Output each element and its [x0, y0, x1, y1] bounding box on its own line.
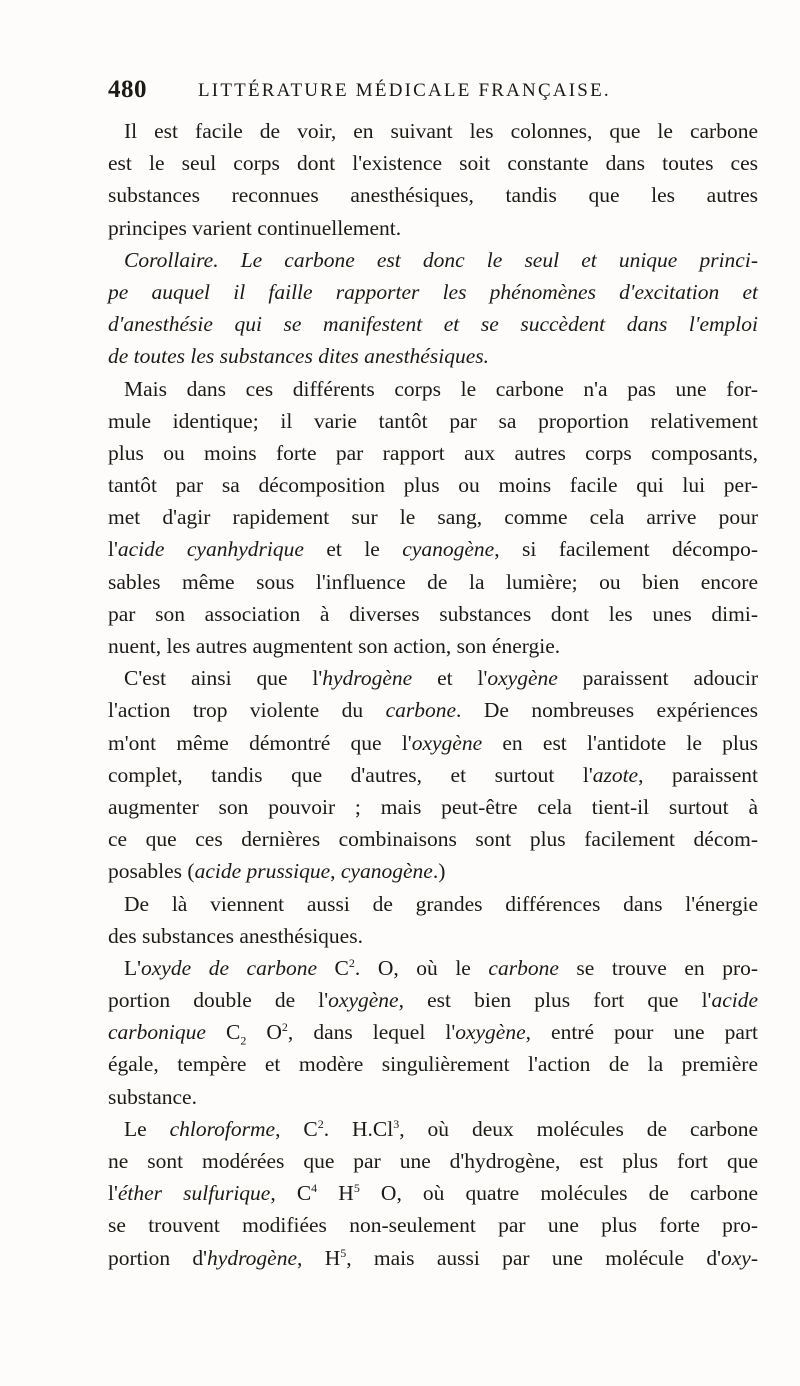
text-line: m'ont même démontré que l'oxygène en est l'antidote le plus — [108, 730, 758, 755]
text-line: principes varient continuellement. — [108, 215, 402, 240]
text-line: C'est ainsi que l'hydrogène et l'oxygène paraissent adoucir — [124, 666, 758, 691]
text-line: met d'agir rapidement sur le sang, comme cela arrive pour — [108, 505, 758, 530]
text-line: carbonique $C_2$ $O^2$, dans lequel l'oxygène, entré pour une part — [108, 1020, 759, 1048]
text-line: se trouvent modifiées non-seulement par une plus forte pro- — [108, 1213, 758, 1238]
text-line: ne sont modérées que par une d'hydrogène, est plus fort que — [108, 1149, 758, 1173]
text-line: plus ou moins forte par rapport aux autres corps composants, — [108, 440, 758, 465]
text-line: Mais dans ces différents corps le carbone n'a pas une for- — [124, 376, 758, 401]
page-header — [108, 74, 758, 110]
text-line: l'acide cyanhydrique et le cyanogène, si facilement décompo- — [108, 537, 758, 562]
text-line: Le chloroforme, $C^2$. H.Cl$^3$, où deux molécules de carbone — [124, 1116, 758, 1141]
body-text — [108, 115, 758, 1274]
text-line: par son association à diverses substances dont les unes dimi- — [108, 601, 758, 626]
text-line: de toutes les substances dites anesthésiques. — [108, 344, 489, 369]
text-line: égale, tempère et modère singulièrement l'action de la première — [108, 1052, 758, 1077]
page-number: 480 — [108, 76, 147, 103]
text-line: l'éther sulfurique, $C^4$ $H^5$ O, où quatre molécules de carbone — [108, 1181, 759, 1206]
text-line: substances reconnues anesthésiques, tandis que les autres — [108, 183, 758, 208]
text-line: nuent, les autres augmentent son action, son énergie. — [108, 634, 561, 658]
text-line: pe auquel il faille rapporter les phénomènes d'excitation et — [108, 279, 758, 304]
text-line: L'oxyde de carbone $C^2$. O, où le carbone se trouve en pro- — [124, 955, 759, 980]
text-line: l'action trop violente du carbone. De nombreuses expériences — [108, 698, 758, 723]
text-line: des substances anesthésiques. — [108, 923, 363, 948]
text-line: sables même sous l'influence de la lumière; ou bien encore — [108, 569, 758, 594]
text-line: posables (acide prussique, cyanogène.) — [108, 859, 446, 884]
text-line: portion double de l'oxygène, est bien plus fort que l'acide — [108, 988, 758, 1013]
text-line: mule identique; il varie tantôt par sa proportion relativement — [108, 408, 758, 433]
text-line: complet, tandis que d'autres, et surtout l'azote, paraissent — [108, 762, 758, 787]
text-line: Corollaire. Le carbone est donc le seul et unique princi- — [124, 247, 758, 272]
text-line: tantôt par sa décomposition plus ou moins facile qui lui per- — [108, 473, 758, 498]
text-line: Il est facile de voir, en suivant les colonnes, que le carbone — [124, 119, 758, 143]
text-line: ce que ces dernières combinaisons sont plus facilement décom- — [108, 827, 758, 852]
running-title: LITTÉRATURE MÉDICALE FRANÇAISE. — [198, 80, 611, 101]
text-line: portion d'hydrogène, $H^5$, mais aussi par une molécule d'oxy- — [108, 1245, 758, 1270]
text-line: De là viennent aussi de grandes différences dans l'énergie — [124, 891, 758, 916]
text-line: augmenter son pouvoir ; mais peut-être cela tient-il surtout à — [108, 794, 758, 819]
text-line: est le seul corps dont l'existence soit constante dans toutes ces — [108, 151, 758, 176]
text-line: substance. — [108, 1084, 197, 1109]
text-line: d'anesthésie qui se manifestent et se succèdent dans l'emploi — [108, 312, 758, 337]
